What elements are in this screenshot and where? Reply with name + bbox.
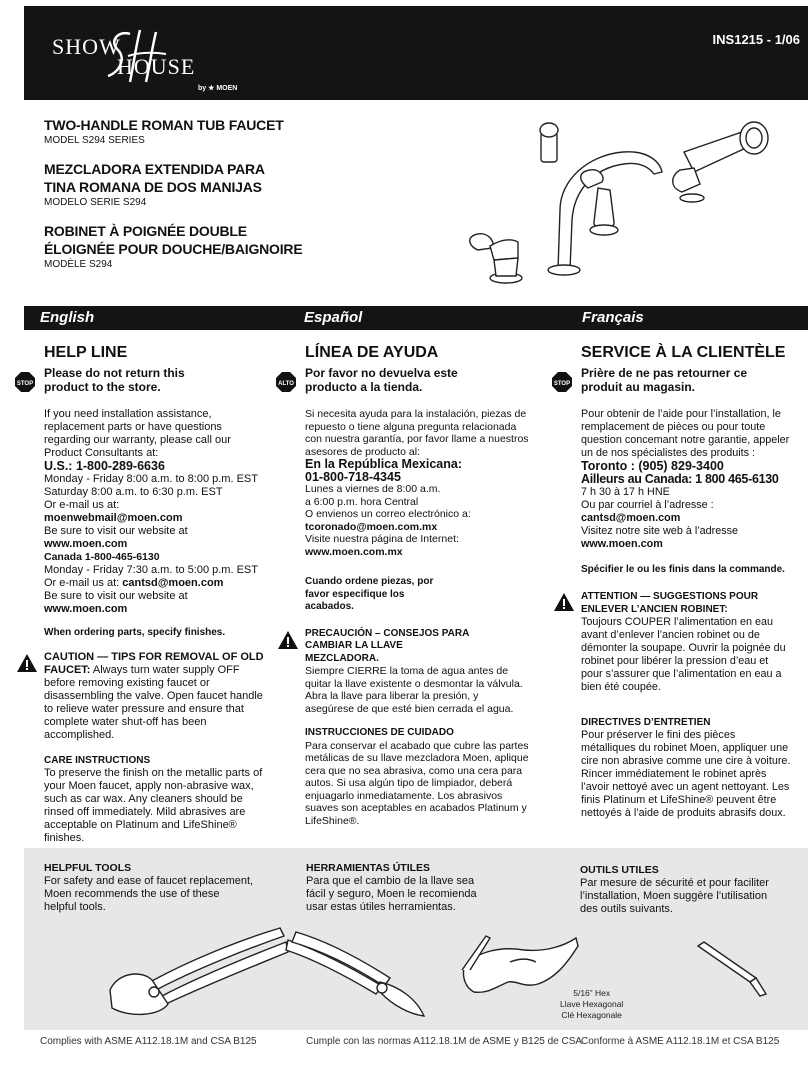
english-caution — [44, 651, 266, 742]
tools-english-title: HELPFUL TOOLS — [44, 862, 132, 874]
logo-by-moen: by ★ MOEN — [198, 85, 238, 92]
spanish-stop-text: Por favor no devuelva este producto a la tienda. — [305, 366, 458, 394]
alto-sign-label: ALTO — [278, 381, 294, 387]
english-web-label: Be sure to visit our website at — [44, 525, 188, 537]
spanish-care-title: INSTRUCCIONES DE CUIDADO — [305, 727, 454, 738]
model-spanish: MODELO SERIE S294 — [44, 197, 147, 208]
spanish-caution-title: PRECAUCIÓN – CONSEJOS PARA CAMBIAR LA LLAVE MEZCLADORA. — [305, 627, 469, 664]
french-intro: Pour obtenir de l’aide pour l’installation, le remplacement de pièces ou pour toute question concemant notre garantie, appeler un de nos spécialistes des produits : — [581, 408, 790, 459]
french-canada-phone: Ailleurs au Canada: 1 800 465-6130 — [581, 472, 779, 486]
title-french: ROBINET À POIGNÉE DOUBLE ÉLOIGNÉE POUR DOUCHE/BAIGNOIRE — [44, 223, 303, 257]
french-hours: 7 h 30 à 17 h HNE — [581, 486, 670, 498]
french-email-label: Ou par courriel à l’adresse : — [581, 499, 714, 511]
spanish-care-body: Para conservar el acabado que cubre las partes metálicas de su llave mezcladora Moen, aplique cera que no sea abrasiva, como una cera para autos. Si usa algún tipo de limpiador, deberá enjuagarlo inmediatamente. Los abrasivos suaves son aceptables en acabados Platinum y LifeShine®. — [305, 739, 529, 827]
spanish-stop-notice — [278, 366, 530, 394]
spanish-email-label: O envienos un correo electrónico a: — [305, 508, 471, 520]
spanish-intro: Si necesita ayuda para la instalación, piezas de repuesto o tiene alguna pregunta relacionada con nuestra garantía, por favor llame a nuestros asesores de producto al: — [305, 408, 529, 458]
english-column — [16, 344, 266, 845]
english-caution-body: Always turn water supply OFF before removing existing faucet or disassembling the valve. Open faucet handle to relieve water pressure and ensure that complete water shut-off has been accomplished. — [44, 664, 263, 741]
warning-triangle-icon — [277, 630, 299, 650]
english-ordering-note: When ordering parts, specify finishes. — [44, 627, 226, 638]
french-website-link[interactable]: www.moen.com — [581, 538, 663, 550]
stop-sign-icon — [14, 371, 36, 393]
stop-sign-label: STOP — [16, 381, 34, 387]
wire-cutters-icon — [282, 928, 432, 1023]
canada-phone: Canada 1-800-465-6130 — [44, 551, 160, 563]
canada-email-label: Or e-mail us at: — [44, 577, 123, 589]
language-bar — [24, 306, 808, 330]
hex-label-french: Clé Hexagonale — [561, 1010, 622, 1020]
english-website-link[interactable]: www.moen.com — [44, 538, 128, 550]
english-hours-weekday: Monday - Friday 8:00 a.m. to 8:00 p.m. EST — [44, 473, 258, 485]
spanish-website-link[interactable]: www.moen.com.mx — [305, 545, 403, 558]
french-caution-title: ATTENTION — SUGGESTIONS POUR ENLEVER L’ANCIEN ROBINET: — [581, 591, 759, 615]
french-ordering-note: Spécifier le ou les finis dans la commande. — [581, 564, 785, 575]
french-web-label: Visitez notre site web à l’adresse — [581, 525, 739, 537]
english-email-label: Or e-mail us at: — [44, 499, 120, 511]
footer-spanish: Cumple con las normas A112.18.1M de ASME y B125 de CSA — [306, 1036, 583, 1047]
english-email-link[interactable]: moenwebmail@moen.com — [44, 512, 183, 524]
spanish-hours-2: a 6:00 p.m. hora Central — [305, 495, 419, 508]
hex-key-labels — [560, 988, 623, 1021]
hex-label-english: 5/16” Hex — [573, 988, 611, 998]
tools-spanish-title: HERRAMIENTAS ÚTILES — [306, 862, 431, 874]
pliers-icon — [90, 920, 290, 1020]
logo-house-text: HOUSE — [117, 54, 196, 79]
french-email-link[interactable]: cantsd@moen.com — [581, 512, 681, 524]
english-caution-text — [44, 651, 266, 742]
tools-french — [580, 864, 785, 916]
tools-french-body: Par mesure de sécurité et pour faciliter l’installation, Moen suggère l’utilisation des outils suivants. — [580, 877, 769, 915]
spanish-region: En la República Mexicana: — [305, 457, 462, 471]
english-hours-saturday: Saturday 8:00 a.m. to 6:30 p.m. EST — [44, 486, 223, 498]
canada-email-link[interactable]: cantsd@moen.com — [122, 577, 224, 589]
english-heading: HELP LINE — [44, 344, 128, 361]
model-english: MODEL S294 SERIES — [44, 135, 145, 146]
english-stop-text: Please do not return this product to the store. — [44, 366, 185, 394]
title-spanish: MEZCLADORA EXTENDIDA PARA TINA ROMANA DE DOS MANIJAS — [44, 161, 265, 195]
header-bar — [24, 6, 808, 100]
spanish-web-label: Visite nuestra página de Internet: — [305, 533, 459, 545]
warning-triangle-icon — [553, 592, 575, 612]
warning-triangle-icon — [16, 653, 38, 673]
lang-spanish: Español — [304, 309, 363, 326]
hex-key-icon — [694, 938, 774, 998]
french-column — [553, 344, 791, 820]
spanish-caution — [305, 628, 530, 716]
toronto-phone: Toronto : (905) 829-3400 — [581, 459, 724, 473]
tools-french-title: OUTILS UTILES — [580, 864, 659, 876]
english-web-label-2: Be sure to visit our website at — [44, 590, 188, 602]
footer-french: Conforme à ASME A112.18.1M et CSA B125 — [581, 1036, 780, 1047]
french-care-title: DIRECTIVES D’ENTRETIEN — [581, 717, 711, 728]
spanish-ordering-note: Cuando ordene piezas, por favor especifique los acabados. — [305, 576, 434, 612]
french-stop-text: Prière de ne pas retourner ce produit au magasin. — [581, 366, 748, 394]
french-stop-notice — [553, 366, 791, 394]
spanish-hours-1: Lunes a viernes de 8:00 a.m. — [305, 483, 441, 495]
spanish-heading: LÍNEA DE AYUDA — [305, 344, 439, 361]
tools-english — [44, 862, 254, 914]
spanish-column — [278, 344, 530, 827]
helpful-tools-section — [24, 848, 808, 1030]
french-caution — [581, 590, 791, 694]
us-phone: U.S.: 1-800-289-6636 — [44, 459, 165, 473]
product-titles — [44, 116, 404, 284]
title-english: TWO-HANDLE ROMAN TUB FAUCET — [44, 117, 284, 133]
spanish-caution-body: Siempre CIERRE la toma de agua antes de quitar la llave existente o desmontar la válvula. Abra la llave para liberar la presión, y asegúrese de que esté bien cerrada el agua. — [305, 665, 523, 715]
tools-spanish-body: Para que el cambio de la llave sea fácil y seguro, Moen le recomienda usar estas útiles herramientas. — [306, 875, 477, 913]
english-website-link-2[interactable]: www.moen.com — [44, 603, 128, 615]
tools-english-body: For safety and ease of faucet replacement, Moen recommends the use of these helpful tools. — [44, 875, 254, 913]
tools-spanish — [306, 862, 496, 914]
document-code: INS1215 - 1/06 — [712, 32, 800, 47]
french-caution-body: Toujours COUPER l’alimentation en eau avant d’enlever l’ancien robinet ou de démonter la soupape. Ouvrir la poignée du robinet pour libérer la pression d’eau et pour s’assurer que l’alimentation en eau a bien été coupée. — [581, 616, 786, 693]
logo-show-text: SHOW — [52, 34, 121, 59]
lang-french: Français — [582, 309, 644, 326]
english-care-body: To preserve the finish on the metallic parts of your Moen faucet, apply non-abrasive wax, such as car wax. Any cleaners should be rinsed off immediately. Mild abrasives are acceptable on Platinum and LifeShine® finishes. — [44, 767, 263, 844]
english-caution-title: CAUTION — TIPS FOR REMOVAL OF OLD FAUCET: — [44, 651, 264, 676]
model-french: MODÈLE S294 — [44, 259, 113, 270]
canada-hours: Monday - Friday 7:30 a.m. to 5:00 p.m. EST — [44, 564, 258, 576]
stop-sign-label-fr: STOP — [553, 381, 571, 387]
french-care-body: Pour préserver le fini des pièces métalliques du robinet Moen, appliquer une cire non abrasive comme une cire à voiture. Rincer immédiatement le robinet après l’avoir nettoyé avec un agent nettoyant. Les finis Platinum et LifeShine® peuvent être nettoyés à l’aide de produits abrasifs doux. — [581, 729, 791, 819]
english-care-title: CARE INSTRUCTIONS — [44, 755, 151, 766]
mexico-phone: 01-800-718-4345 — [305, 469, 401, 484]
footer-english: Complies with ASME A112.18.1M and CSA B125 — [40, 1036, 257, 1047]
french-heading: SERVICE À LA CLIENTÈLE — [581, 344, 786, 361]
stop-sign-icon — [551, 371, 573, 393]
canada-email-line — [44, 577, 266, 590]
alto-sign-icon — [275, 371, 297, 393]
english-stop-notice — [16, 366, 266, 394]
faucet-illustration — [448, 110, 778, 295]
spanish-email-link[interactable]: tcoronado@moen.com.mx — [305, 520, 438, 533]
english-intro: If you need installation assistance, replacement parts or have questions regarding our warranty, please call our Product Consultants at: — [44, 408, 231, 459]
hex-label-spanish: Llave Hexagonal — [560, 999, 624, 1009]
lang-english: English — [40, 309, 95, 326]
